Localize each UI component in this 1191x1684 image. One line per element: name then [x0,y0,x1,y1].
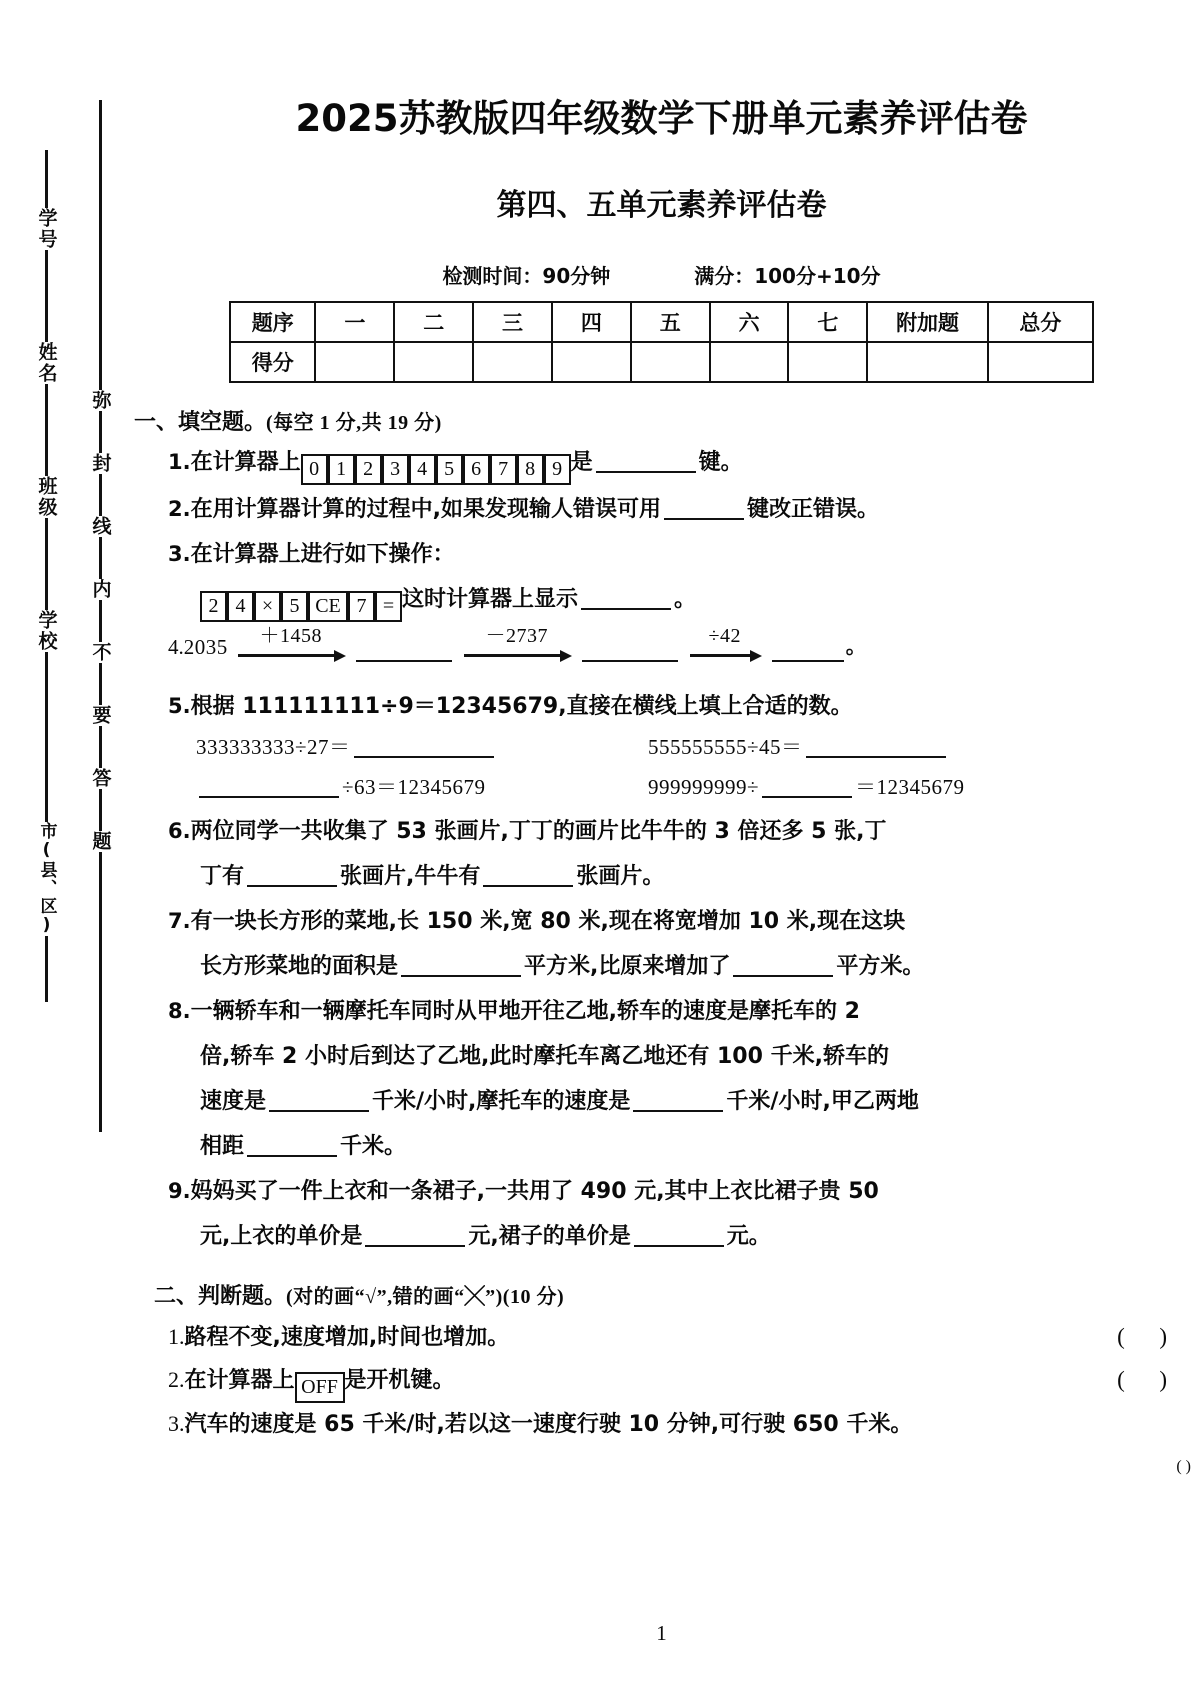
q4-op-label: －2737 [485,625,548,647]
q4-start-value: 2035 [183,635,228,659]
exam-meta [132,260,1191,289]
score-table-header-cell: 题序 [230,302,315,342]
question-text: 元,上衣的单价是 [200,1224,363,1249]
table-row [230,302,1093,342]
score-table [229,301,1094,383]
seal-line-char-8: 题 [89,831,112,852]
score-table-header-cell: 一 [315,302,394,342]
seal-label-student-id: 学号 [35,208,58,250]
calculator-key-7[interactable]: 7 [348,591,375,622]
question-number: 3. [168,1411,185,1436]
score-table-header-cell: 七 [788,302,867,342]
question-number: 2. [168,1367,185,1392]
calculator-key-off[interactable]: OFF [295,1372,345,1403]
question-1-7-line-2 [200,946,1191,987]
question-1-6-line-2 [200,856,1191,897]
question-text: 两位同学一共收集了 53 张画片,丁丁的画片比牛牛的 3 倍还多 5 张,丁 [190,819,887,844]
section-heading-true-false [154,1279,1191,1310]
q4-op-label: ＋1458 [259,625,322,647]
question-text: 倍,轿车 2 小时后到达了乙地,此时摩托车离乙地还有 100 千米,轿车的 [200,1044,889,1069]
arrow-right-icon [230,648,352,662]
q4-operation-2 [456,624,578,662]
seal-label-city-district: 市(县、区) [36,822,57,936]
score-table-wrap [229,301,1094,383]
seal-rule [99,474,102,516]
answer-blank[interactable] [634,1225,724,1247]
score-table-header-cell: 二 [394,302,473,342]
question-1-9 [168,1171,1191,1212]
question-text: 元。 [726,1224,771,1249]
seal-line-char-6: 要 [89,705,112,726]
question-text: 平方米。 [836,954,925,979]
table-row [230,342,1093,382]
exam-time-label: 检测时间：90分钟 [442,264,611,288]
question-content [168,1359,455,1403]
answer-blank[interactable] [483,865,573,887]
question-content [168,1403,912,1446]
question-text: 在用计算器计算的过程中,如果发现输人错误可用 [190,497,661,522]
score-input-cell[interactable] [473,342,552,382]
calculator-key-3[interactable]: 3 [382,454,409,485]
score-input-cell[interactable] [552,342,631,382]
score-table-header-cell: 四 [552,302,631,342]
seal-rule [45,150,48,208]
question-text: 元,裙子的单价是 [468,1224,631,1249]
question-1-8-line-4 [200,1126,1191,1167]
score-table-header-cell: 六 [710,302,789,342]
seal-rule [99,852,102,1132]
question-number: 1. [168,450,191,474]
q5-equation-3 [196,767,648,807]
question-text: 有一块长方形的菜地,长 150 米,宽 80 米,现在将宽增加 10 米,现在这块 [190,909,906,934]
answer-blank[interactable] [247,865,337,887]
score-input-cell[interactable] [710,342,789,382]
seal-rule [99,789,102,831]
question-1-5 [168,686,1191,727]
q4-operation-3 [682,624,768,662]
score-input-cell[interactable] [988,342,1093,382]
question-1-2 [168,489,1191,530]
page-title: 2025苏教版四年级数学下册单元素养评估卷 [295,97,1028,140]
score-input-cell[interactable] [867,342,987,382]
question-number: 5. [168,694,191,718]
answer-blank[interactable] [247,1135,337,1157]
question-text: 千米。 [340,1134,407,1159]
seal-rule [99,600,102,642]
score-table-header-cell: 总分 [988,302,1093,342]
page-number: 1 [656,1621,667,1645]
score-table-header-cell: 三 [473,302,552,342]
calculator-key-equals[interactable]: = [375,591,402,622]
answer-blank[interactable] [365,1225,465,1247]
seal-line-char-2: 封 [89,453,112,474]
answer-blank[interactable] [401,955,521,977]
question-1-5-row-1 [196,727,1191,767]
q5-eq-text: 999999999÷ [648,775,760,799]
question-text: 在计算器上 [190,450,301,475]
question-1-7 [168,901,1191,942]
question-number: 7. [168,909,191,933]
q5-eq-text: ＝12345679 [855,775,965,799]
score-input-cell[interactable] [631,342,710,382]
answer-blank[interactable] [354,736,494,758]
q5-equation-1 [196,727,648,767]
answer-blank[interactable] [733,955,833,977]
section-heading-fill-blanks [134,405,1191,436]
question-1-5-row-2 [196,767,1191,807]
question-text: 千米/小时,摩托车的速度是 [372,1089,631,1114]
seal-info-column [22,0,70,1684]
question-text: 千米/小时,甲乙两地 [726,1089,919,1114]
arrow-chain [168,624,1191,662]
section-1-title: 一、填空题。 [134,410,267,435]
question-1-1 [168,442,1191,485]
question-1-6 [168,811,1191,852]
seal-rule [99,537,102,579]
question-number: 2. [168,497,191,521]
question-1-8-line-2 [200,1036,1191,1077]
question-text: 张画片,牛牛有 [340,864,481,889]
score-input-cell[interactable] [788,342,867,382]
section-2-title: 二、判断题。 [154,1284,287,1309]
answer-parenthesis[interactable]: ( ) [1117,1324,1167,1349]
seal-line-char-4: 内 [89,579,112,600]
seal-rule [99,663,102,705]
answer-blank[interactable] [581,588,671,610]
question-text: 这时计算器上显示 [402,587,579,612]
answer-parenthesis[interactable]: ( ) [1176,1458,1191,1475]
calculator-key-2[interactable]: 2 [355,454,382,485]
calculator-key-8[interactable]: 8 [517,454,544,485]
question-number: 9. [168,1179,191,1203]
seal-rule [99,726,102,768]
calculator-key-5[interactable]: 5 [281,591,308,622]
answer-parenthesis[interactable]: ( ) [1117,1367,1167,1392]
calculator-key-0[interactable]: 0 [301,454,328,485]
question-1-3 [168,534,1191,575]
question-2-2 [168,1359,1191,1403]
seal-rule [45,518,48,610]
calculator-key-9[interactable]: 9 [544,454,571,485]
seal-rule [45,384,48,476]
page-subtitle: 第四、五单元素养评估卷 [496,188,827,223]
calculator-key-6[interactable]: 6 [463,454,490,485]
answer-blank[interactable] [772,636,844,662]
exam-page [132,0,1191,1684]
question-content [168,1316,509,1359]
score-input-cell[interactable] [315,342,394,382]
question-text: 相距 [200,1134,245,1159]
question-number: 6. [168,819,191,843]
score-table-header-cell: 附加题 [867,302,987,342]
seal-sidebar [0,0,132,1684]
seal-line-char-5: 不 [89,642,112,663]
seal-line-char-1: 弥 [89,390,112,411]
calculator-key-7[interactable]: 7 [490,454,517,485]
q5-eq-text: 555555555÷45＝ [648,735,803,759]
seal-rule [99,100,102,390]
seal-line-column [76,0,124,1684]
q4-operation-1 [230,624,352,662]
question-text: 是 [570,450,593,475]
calculator-key-1[interactable]: 1 [328,454,355,485]
question-text: 平方米,比原来增加了 [524,954,731,979]
question-2-3-answer-row [168,1446,1191,1488]
arrow-right-icon [456,648,578,662]
question-text: 丁有 [200,864,245,889]
calculator-key-ce[interactable]: CE [308,591,348,622]
calculator-key-multiply[interactable]: × [254,591,281,622]
q5-eq-text: 333333333÷27＝ [196,735,351,759]
full-score-label: 满分：100分+10分 [694,264,881,288]
answer-blank[interactable] [596,451,696,473]
q4-op-label: ÷42 [708,625,741,647]
question-text: 键改正错误。 [746,497,879,522]
question-number: 4. [168,635,184,659]
seal-label-school: 学校 [35,610,58,652]
question-text: 是开机键。 [344,1368,455,1393]
seal-line-char-3: 线 [89,516,112,537]
answer-blank[interactable] [582,636,678,662]
question-1-9-line-2 [200,1216,1191,1257]
question-text: 妈妈买了一件上衣和一条裙子,一共用了 490 元,其中上衣比裙子贵 50 [190,1179,879,1204]
section-1-score-note: (每空 1 分,共 19 分) [266,412,442,434]
question-number: 3. [168,542,191,566]
seal-label-name: 姓名 [35,342,58,384]
calculator-key-2[interactable]: 2 [200,591,227,622]
question-text: 。 [674,587,697,612]
score-table-row-label: 得分 [230,342,315,382]
question-text: 根据 111111111÷9＝12345679,直接在横线上填上合适的数。 [190,694,853,719]
calculator-key-4[interactable]: 4 [409,454,436,485]
question-number: 1. [168,1324,185,1349]
question-text: 长方形菜地的面积是 [200,954,399,979]
q5-eq-text: ÷63＝12345679 [342,775,486,799]
question-text: 一辆轿车和一辆摩托车同时从甲地开往乙地,轿车的速度是摩托车的 2 [190,999,860,1024]
question-text: 汽车的速度是 65 千米/时,若以这一速度行驶 10 分钟,可行驶 650 千米。 [184,1412,913,1437]
answer-blank[interactable] [633,1090,723,1112]
seal-rule [99,411,102,453]
question-1-3-keys [200,579,1191,622]
spacer [168,1446,1176,1488]
calculator-key-5[interactable]: 5 [436,454,463,485]
q5-equation-4 [648,767,965,807]
question-number: 8. [168,999,191,1023]
question-1-8 [168,991,1191,1032]
question-2-1 [168,1316,1191,1359]
answer-blank[interactable] [269,1090,369,1112]
score-table-header-cell: 五 [631,302,710,342]
section-2-score-note: (对的画“√”,错的画“╳”)(10 分) [286,1286,565,1308]
seal-rule [45,250,48,342]
answer-blank[interactable] [762,776,852,798]
seal-line-char-7: 答 [89,768,112,789]
question-text: 在计算器上进行如下操作： [190,542,455,567]
question-1-8-line-3 [200,1081,1191,1122]
seal-rule [45,936,48,1002]
question-text: 键。 [698,450,743,475]
q4-period: 。 [845,634,867,658]
question-1-4 [168,624,1191,686]
question-text: 速度是 [200,1089,267,1114]
q5-equation-2 [648,727,949,767]
question-text: 张画片。 [576,864,665,889]
seal-rule [45,652,48,822]
answer-blank[interactable] [806,736,946,758]
seal-label-class: 班级 [35,476,58,518]
answer-blank[interactable] [356,636,452,662]
calculator-key-4[interactable]: 4 [227,591,254,622]
answer-blank[interactable] [199,776,339,798]
answer-blank[interactable] [664,498,744,520]
question-text: 路程不变,速度增加,时间也增加。 [184,1325,510,1350]
question-text: 在计算器上 [184,1368,295,1393]
question-2-3 [168,1403,1191,1446]
arrow-right-icon [682,648,768,662]
score-input-cell[interactable] [394,342,473,382]
